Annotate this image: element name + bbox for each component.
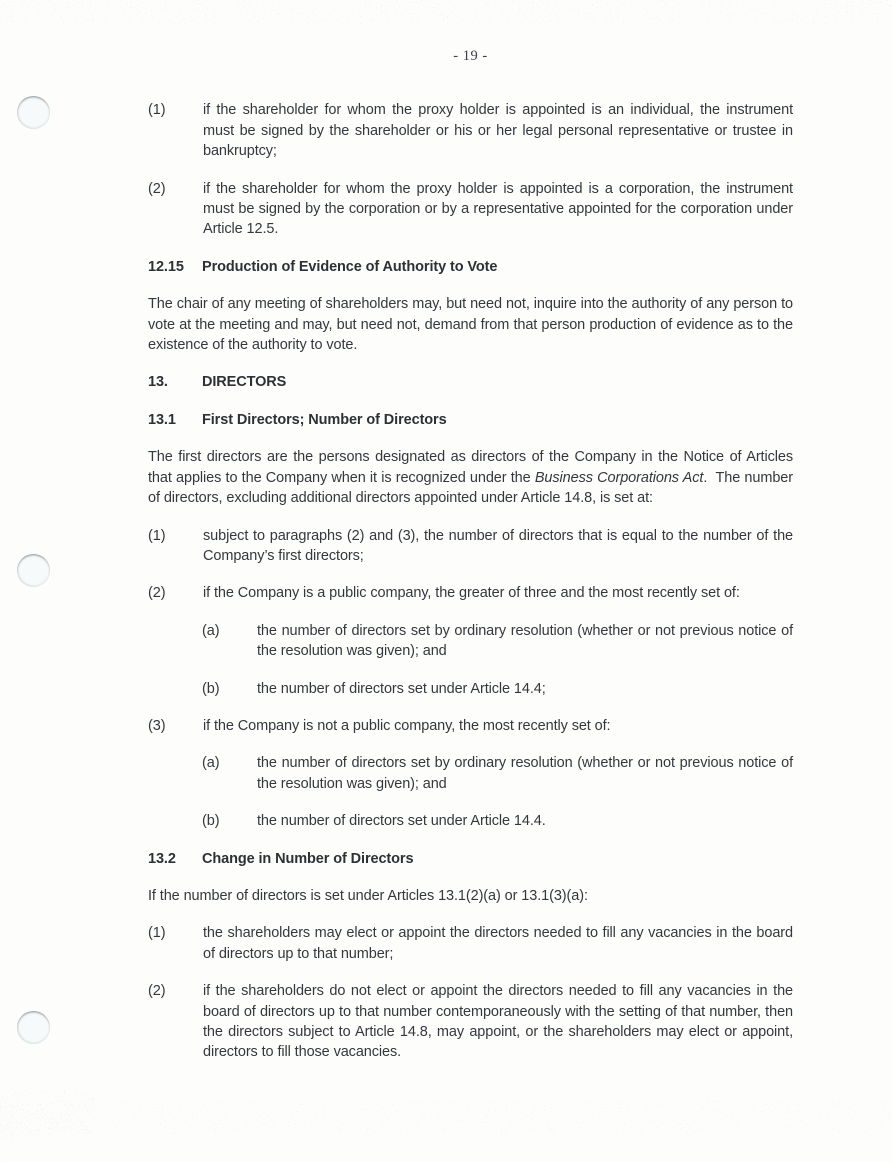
list-marker: (3) (148, 717, 166, 734)
list-item-text: if the shareholder for whom the proxy holder is appointed is an individual, the instrument must be signed by the shareholder or his or her legal personal representative or trustee in bankruptcy; (203, 102, 793, 160)
section-title: Change in Number of Directors (202, 850, 414, 867)
list-marker: (a) (202, 755, 220, 772)
list-marker: (a) (202, 622, 220, 639)
paragraph: If the number of directors is set under Articles 13.1(2)(a) or 13.1(3)(a): (148, 887, 588, 904)
list-item-text: if the Company is a public company, the greater of three and the most recently set of: (203, 585, 740, 602)
section-number: 13. (148, 374, 168, 391)
section-heading-13 (148, 372, 793, 392)
list-item-text: the shareholders may elect or appoint the directors needed to fill any vacancies in the board of directors up to that number; (203, 925, 793, 962)
list-item-text: the number of directors set under Article 14.4. (257, 813, 546, 830)
paragraph-text-before-italic: The first directors are the persons designated as directors of the Company in the Notice of Articles that applies to the Company when it is recognized under the (148, 449, 793, 486)
list-item-text: the number of directors set by ordinary resolution (whether or not previous notice of the resolution was given); and (257, 622, 793, 660)
list-item-text: if the shareholder for whom the proxy holder is appointed is a corporation, the instrument must be signed by the corporation or by a representative appointed for the corporation under Article 12.5. (203, 180, 793, 238)
list-item-2 (148, 179, 793, 240)
list-item-1 (148, 100, 793, 161)
section-heading-13-2 (148, 849, 793, 869)
sub-item-b (202, 679, 793, 699)
paragraph (148, 447, 793, 508)
section-title: First Directors; Number of Directors (202, 411, 447, 428)
section-title: Production of Evidence of Authority to Vote (202, 258, 498, 275)
list-item-2 (148, 981, 793, 1063)
list-item-1 (148, 526, 793, 567)
section-title: DIRECTORS (202, 374, 287, 391)
page-number: - 19 - (453, 48, 488, 64)
list-marker: (1) (148, 925, 166, 942)
list-item-text: the number of directors set by ordinary resolution (whether or not previous notice of the resolution was given); and (257, 755, 793, 792)
list-item-text: if the Company is not a public company, the most recently set of: (203, 717, 611, 734)
sub-item-b (202, 811, 793, 831)
list-marker: (b) (202, 813, 220, 830)
list-marker: (2) (148, 585, 166, 602)
section-heading-12-15 (148, 257, 793, 277)
list-item-text: subject to paragraphs (2) and (3), the number of directors that is equal to the number of the Company’s first directors; (203, 527, 793, 564)
list-marker: (b) (202, 680, 220, 697)
list-marker: (2) (148, 180, 166, 197)
sub-item-a (202, 753, 793, 794)
list-marker: (1) (148, 527, 166, 544)
section-number: 13.2 (148, 850, 176, 867)
list-item-text: if the shareholders do not elect or appoint the directors needed to fill any vacancies in the board of directors up to that number contemporaneously with the setting of that number, then the directors subject to Article 14.8, may appoint, or the shareholders may elect or appoint, directors to fill those vacancies. (203, 983, 793, 1061)
sub-item-a (202, 621, 793, 662)
list-item-3 (148, 716, 793, 736)
scan-noise-bottom-left-corner (0, 1090, 95, 1138)
list-marker: (1) (148, 102, 166, 119)
list-item-2 (148, 583, 793, 603)
paragraph-text-after-italic: . The number of directors, excluding additional directors appointed under Article 14.8, is set at: (148, 469, 793, 507)
list-marker: (2) (148, 983, 166, 1000)
section-number: 13.1 (148, 411, 176, 428)
section-heading-13-1 (148, 410, 793, 430)
scan-noise-band-bottom (0, 1100, 892, 1134)
list-item-1 (148, 923, 793, 964)
paragraph: The chair of any meeting of shareholders may, but need not, inquire into the authority of any person to vote at the meeting and may, but need not, demand from that person production of evidence as to the existence of the authority to vote. (148, 296, 793, 354)
section-number: 12.15 (148, 258, 184, 275)
list-item-text: the number of directors set under Article 14.4; (257, 680, 546, 697)
italic-statute-name: Business Corporations Act (534, 469, 704, 486)
